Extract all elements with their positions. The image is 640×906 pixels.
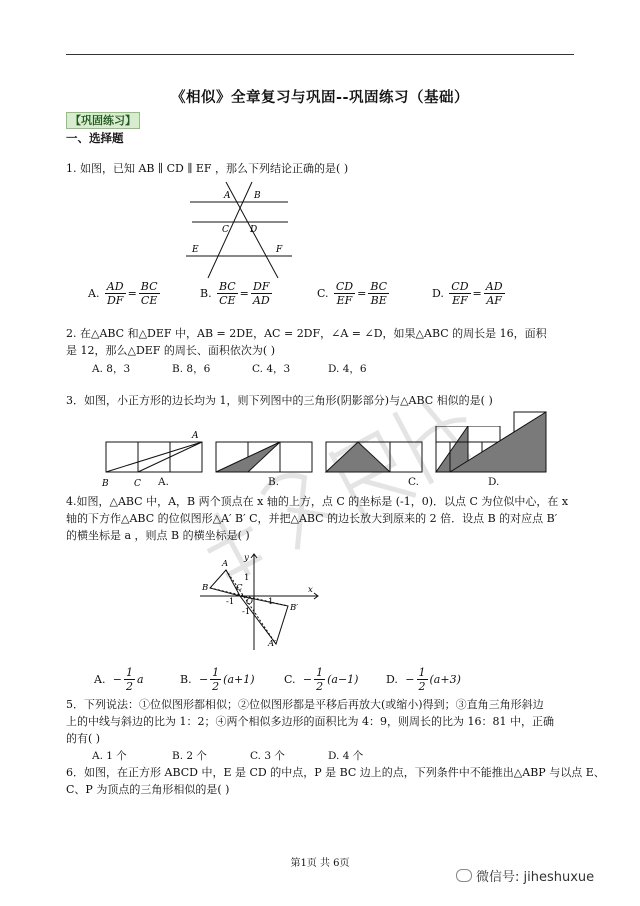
- q4-label-c: C: [236, 583, 243, 593]
- q4-tick-ym1: -1: [242, 607, 251, 617]
- q4-tick-x1: 1: [268, 597, 274, 607]
- q4-option-c[interactable]: C. − $\frac{1}{2}$ (a−1): [284, 666, 359, 693]
- q3-option-d[interactable]: D.: [488, 476, 500, 488]
- q1-option-d[interactable]: D. $\frac{CD}{EF}$ = $\frac{AD}{AF}$: [432, 280, 503, 307]
- q2-stem-line2: 是 12，那么△DEF 的周长、面积依次为( ): [66, 344, 276, 357]
- q3-option-a-figure: [216, 442, 312, 472]
- q4-label-a: A: [222, 559, 229, 569]
- q5-stem-line3: 的有( ): [66, 732, 101, 745]
- q4-label-y: y: [244, 553, 249, 563]
- section-heading: 一、选择题: [66, 131, 124, 145]
- q2-option-a[interactable]: A. 8，3: [92, 363, 131, 375]
- q1-option-c[interactable]: C. $\frac{CD}{EF}$ = $\frac{BC}{BE}$: [317, 280, 388, 307]
- q2-option-c[interactable]: C. 4，3: [252, 363, 291, 375]
- q3-label-c: C: [134, 479, 141, 489]
- q2-option-d[interactable]: D. 4，6: [328, 363, 367, 375]
- q4-label-b-prime: B′: [290, 603, 299, 613]
- q3-main-figure: [106, 442, 202, 472]
- q5-stem-line1: 5．下列说法：①位似图形都相似；②位似图形都是平移后再放大(或缩小)得到；③直角三角形斜边: [66, 698, 544, 711]
- q6-stem-line1: 6．如图，在正方形 ABCD 中，E 是 CD 的中点，P 是 BC 边上的点，下列条件中不能推出△ABP 与以点 E、: [66, 766, 605, 779]
- q2-option-b[interactable]: B. 8，6: [172, 363, 211, 375]
- q3-option-b-figure: [326, 442, 422, 472]
- q4-option-a[interactable]: A. − $\frac{1}{2}$ a: [94, 666, 144, 693]
- section-tag: 【巩固练习】: [66, 112, 140, 129]
- q5-stem-line2: 上的中线与斜边的比为 1：2；④两个相似多边形的面积比为 4：9，则周长的比为 16：81 中，正确: [66, 715, 554, 728]
- wechat-label: 微信号: jiheshuxue: [476, 870, 595, 885]
- q1-option-b[interactable]: B. $\frac{BC}{CE}$ = $\frac{DF}{AD}$: [200, 280, 270, 307]
- q3-label-a: A: [192, 431, 199, 441]
- q2-stem-line1: 2. 在△ABC 和△DEF 中，AB = 2DE，AC = 2DF，∠A = ∠D，如果△ABC 的周长是 16，面积: [66, 327, 547, 340]
- q4-stem-line2: 轴的下方作△ABC 的位似图形△A′ B′ C，并把△ABC 的边长放大到原来的 2 倍．设点 B 的对应点 B′: [66, 512, 558, 525]
- page-footer: 第1页 共 6页: [290, 858, 350, 869]
- q1-label-d: D: [250, 225, 258, 235]
- q1-label-a: A: [224, 191, 231, 201]
- wechat-id: [456, 866, 594, 885]
- q4-label-b: B: [202, 583, 209, 593]
- q3-option-b[interactable]: B.: [268, 476, 280, 488]
- header-rule: [66, 54, 574, 55]
- q1-label-b: B: [254, 191, 261, 201]
- q1-figure: [180, 180, 295, 280]
- q3-label-b: B: [102, 479, 109, 489]
- q4-label-x: x: [308, 585, 313, 595]
- q1-option-a[interactable]: A. $\frac{AD}{DF}$ = $\frac{BC}{CE}$: [88, 280, 158, 307]
- q4-option-b[interactable]: B. − $\frac{1}{2}$ (a+1): [180, 666, 255, 693]
- page-title: 《相似》全章复习与巩固--巩固练习（基础）: [170, 89, 470, 106]
- q4-label-a-prime: A′: [268, 639, 277, 649]
- q3-option-a[interactable]: A.: [158, 476, 169, 488]
- q3-option-c[interactable]: C.: [408, 476, 419, 488]
- wechat-icon: [456, 869, 472, 882]
- q5-option-c[interactable]: C. 3 个: [250, 750, 285, 762]
- q4-figure: [196, 548, 326, 654]
- q5-option-b[interactable]: B. 2 个: [172, 750, 207, 762]
- q1-label-e: E: [192, 245, 199, 255]
- q4-label-o: O: [246, 597, 253, 607]
- q4-option-d[interactable]: D. − $\frac{1}{2}$ (a+3): [386, 666, 461, 693]
- q4-tick-xm1: -1: [226, 597, 235, 607]
- q1-label-f: F: [276, 245, 283, 255]
- q4-stem-line1: 4.如图，△ABC 中，A，B 两个顶点在 x 轴的上方，点 C 的坐标是 (-1，0)．以点 C 为位似中心，在 x: [66, 495, 569, 508]
- q1-label-c: C: [222, 225, 229, 235]
- q4-stem-line3: 的横坐标是 a ，则点 B 的横坐标是( ): [66, 529, 250, 542]
- q4-tick-y1: 1: [244, 573, 250, 583]
- q3-option-d-drawing: [448, 410, 548, 476]
- q5-option-d[interactable]: D. 4 个: [328, 750, 364, 762]
- q6-stem-line2: C、P 为顶点的三角形相似的是( ): [66, 783, 230, 796]
- q1-stem: 1. 如图，已知 AB ∥ CD ∥ EF ，那么下列结论正确的是( ): [66, 162, 349, 175]
- q5-option-a[interactable]: A. 1 个: [92, 750, 127, 762]
- q3-stem: 3．如图，小正方形的边长均为 1，则下列图中的三角形(阴影部分)与△ABC 相似的是( ): [66, 394, 493, 407]
